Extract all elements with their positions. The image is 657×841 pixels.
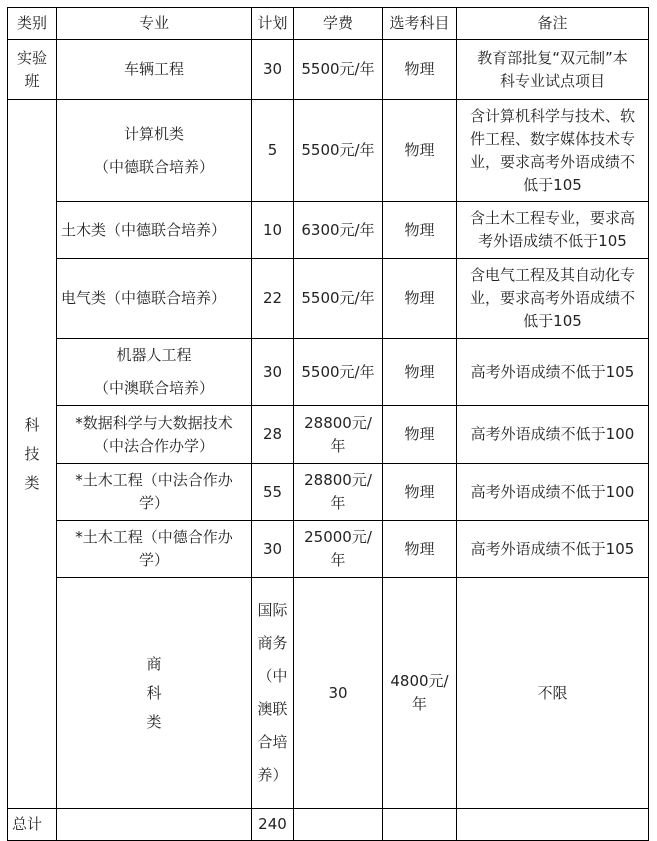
tuition-cell: 4800元/年 <box>383 578 457 809</box>
major-cell: *土木工程（中法合作办 学） <box>57 464 252 521</box>
total-empty-remarks <box>457 809 649 841</box>
remark-cell: 含土木工程专业，要求高 考外语成绩不低于105 <box>457 202 649 259</box>
major-cell: *数据科学与大数据技术 （中法合作办学） <box>57 406 252 464</box>
tuition-cell: 6300元/年 <box>294 202 383 259</box>
plan-cell: 30 <box>252 339 294 406</box>
table-row <box>8 464 649 521</box>
admissions-plan-table <box>7 7 649 841</box>
header-row <box>8 8 649 40</box>
plan-cell: 5 <box>252 100 294 202</box>
major-cell: 电气类（中德联合培养） <box>57 259 252 339</box>
major-cell: 车辆工程 <box>57 40 252 100</box>
plan-cell: 30 <box>252 40 294 100</box>
subject-cell: 物理 <box>383 521 457 578</box>
remark-cell: 教育部批复“双元制”本 科专业试点项目 <box>457 40 649 100</box>
remark-cell: 含计算机科学与技术、软 件工程、数字媒体技术专 业，要求高考外语成绩不 低于105 <box>457 100 649 202</box>
remark-cell: 高考外语成绩不低于100 <box>457 406 649 464</box>
header-remarks: 备注 <box>457 8 649 40</box>
total-empty-major <box>57 809 252 841</box>
plan-cell: 28 <box>252 406 294 464</box>
plan-cell: 22 <box>252 259 294 339</box>
major-cell: 机器人工程 （中澳联合培养） <box>57 339 252 406</box>
subject-cell: 物理 <box>383 202 457 259</box>
total-label: 总计 <box>8 809 57 841</box>
table-row <box>8 339 649 406</box>
total-empty-subject <box>383 809 457 841</box>
header-plan: 计划 <box>252 8 294 40</box>
table-row <box>8 578 649 809</box>
subject-cell: 物理 <box>383 406 457 464</box>
category-business: 商 科 类 <box>57 578 252 809</box>
table-row <box>8 40 649 100</box>
remark-cell: 含电气工程及其自动化专 业，要求高考外语成绩不 低于105 <box>457 259 649 339</box>
major-cell: 计算机类 （中德联合培养） <box>57 100 252 202</box>
plan-cell: 55 <box>252 464 294 521</box>
plan-cell: 30 <box>294 578 383 809</box>
table-row <box>8 521 649 578</box>
tuition-cell: 28800元/年 <box>294 406 383 464</box>
category-tech: 科 技 类 <box>8 100 57 809</box>
tuition-cell: 28800元/年 <box>294 464 383 521</box>
subject-cell: 物理 <box>383 259 457 339</box>
subject-cell: 物理 <box>383 464 457 521</box>
header-category: 类别 <box>8 8 57 40</box>
remark-cell: 高考外语成绩不低于105 <box>457 521 649 578</box>
total-row <box>8 809 649 841</box>
plan-cell: 10 <box>252 202 294 259</box>
plan-cell: 30 <box>252 521 294 578</box>
category-experimental: 实验 班 <box>8 40 57 100</box>
table-row <box>8 100 649 202</box>
tuition-cell: 5500元/年 <box>294 100 383 202</box>
header-tuition: 学费 <box>294 8 383 40</box>
header-subject: 选考科目 <box>383 8 457 40</box>
major-cell: *土木工程（中德合作办 学） <box>57 521 252 578</box>
table-row <box>8 406 649 464</box>
total-plan: 240 <box>252 809 294 841</box>
remark-cell: 高考外语成绩不低于105 <box>457 339 649 406</box>
subject-cell: 不限 <box>457 578 649 809</box>
tuition-cell: 5500元/年 <box>294 40 383 100</box>
header-major: 专业 <box>57 8 252 40</box>
tuition-cell: 5500元/年 <box>294 259 383 339</box>
subject-cell: 物理 <box>383 339 457 406</box>
total-empty-tuition <box>294 809 383 841</box>
major-cell: 国际商务 （中澳联合培养） <box>252 578 294 809</box>
remark-cell: 高考外语成绩不低于100 <box>457 464 649 521</box>
table-row <box>8 202 649 259</box>
major-cell: 土木类（中德联合培养） <box>57 202 252 259</box>
tuition-cell: 5500元/年 <box>294 339 383 406</box>
subject-cell: 物理 <box>383 40 457 100</box>
subject-cell: 物理 <box>383 100 457 202</box>
table-row <box>8 259 649 339</box>
tuition-cell: 25000元/年 <box>294 521 383 578</box>
